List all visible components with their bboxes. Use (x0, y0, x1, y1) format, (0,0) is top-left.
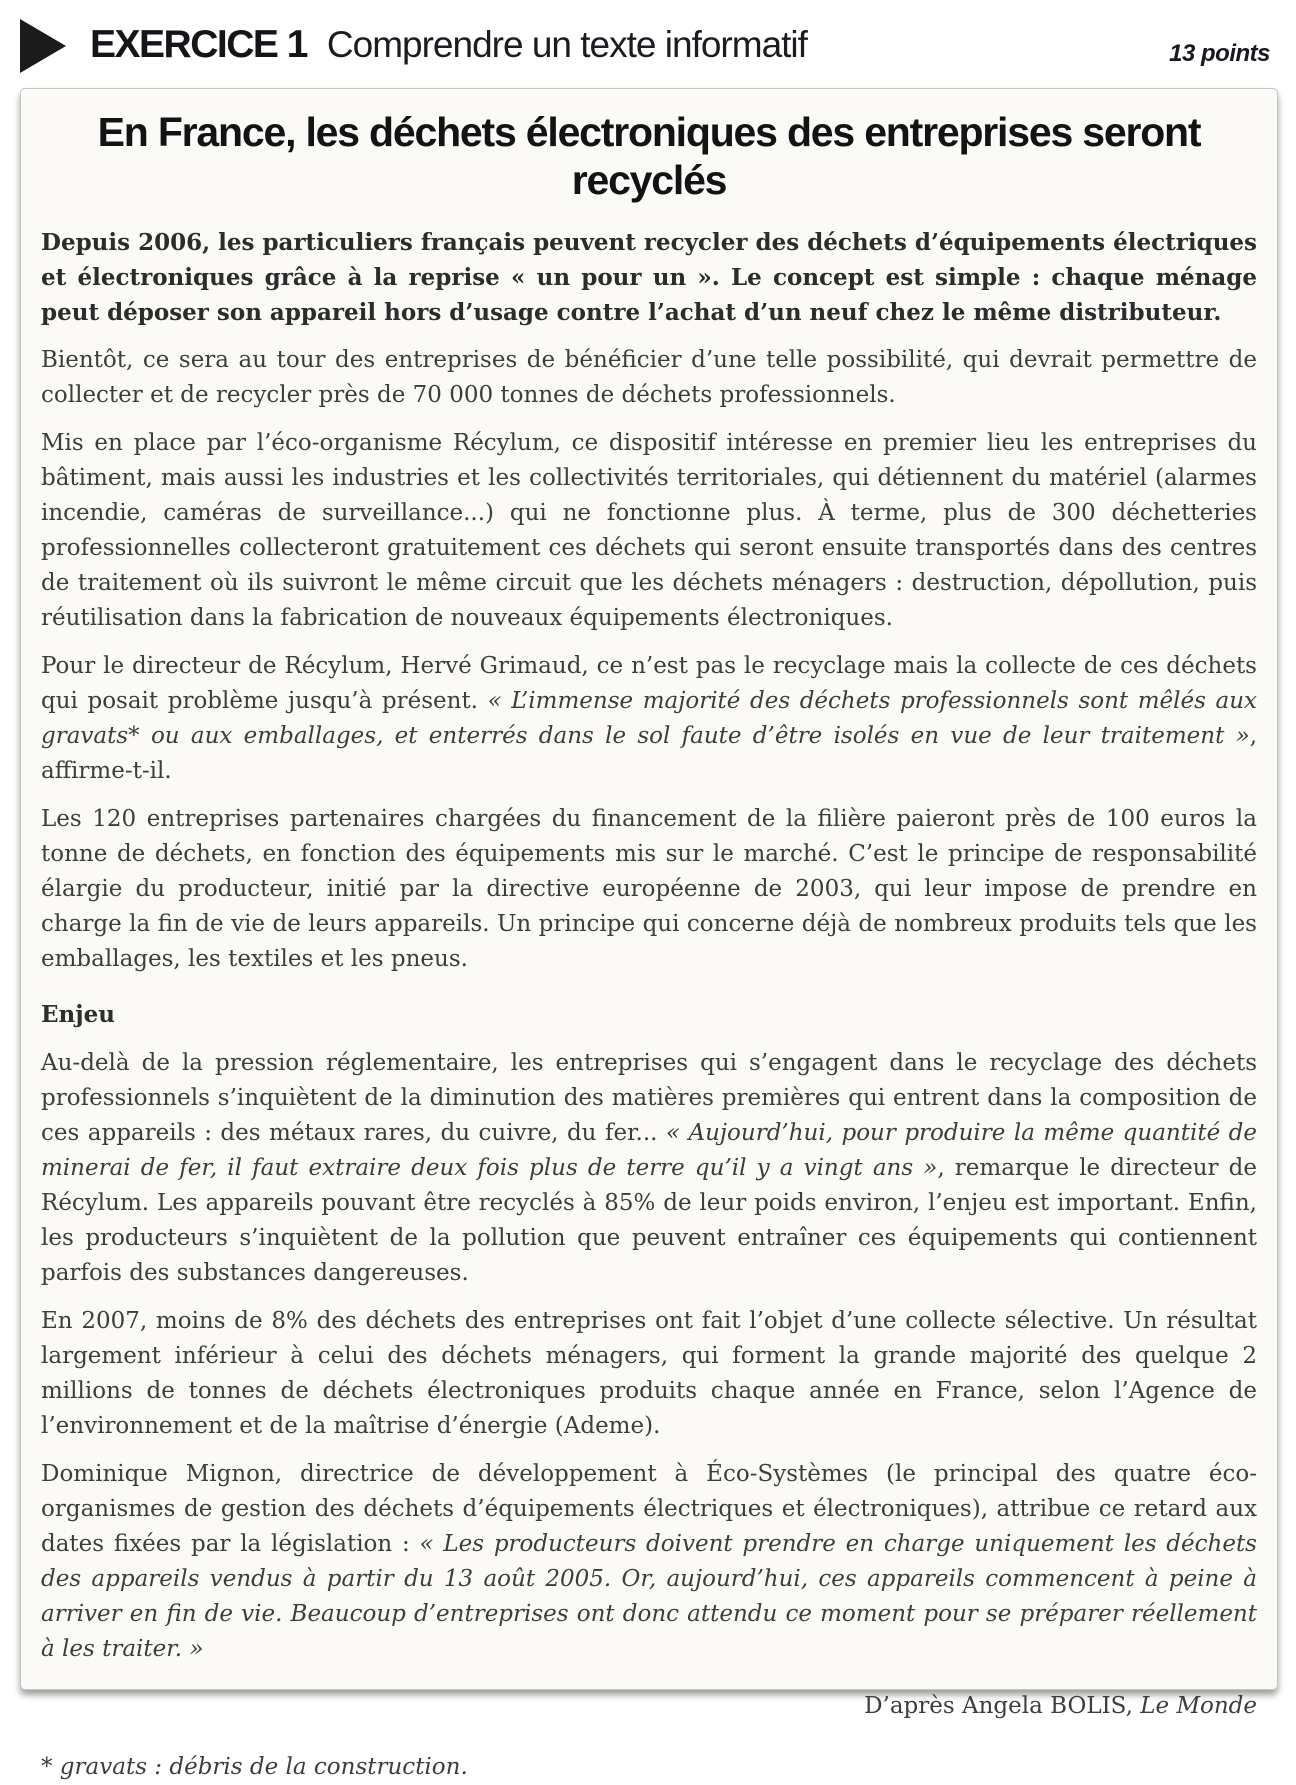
article-paragraph (41, 1304, 1257, 1444)
text-segment: « Les producteurs doivent prendre en charge uniquement les déchets des appareils vendus à partir du 13 août 2005. Or, aujourd’hui, ces appareils commencent à peine à arriver en fin de vie. Beaucoup d’entreprises ont donc attendu ce moment pour se préparer réellement à les traiter. » (41, 1530, 1257, 1662)
text-segment: Les 120 entreprises partenaires chargées du financement de la filière paieront près de 100 euros la tonne de déchets, en fonction des équipements mis sur le marché. C’est le principe de responsabilité élargie du producteur, initié par la directive européenne de 2003, qui leur impose de prendre en charge la fin de vie de leurs appareils. Un principe qui concerne déjà de nombreux produits tels que les emballages, les textiles et les pneus. (41, 805, 1257, 972)
exercise-subtitle: Comprendre un texte informatif (326, 24, 807, 65)
article-paragraph (41, 802, 1257, 977)
text-segment: Le Monde (1140, 1692, 1257, 1719)
text-segment: D’après Angela BOLIS, (864, 1692, 1141, 1719)
text-segment: « Aujourd’hui, pour produire la même quantité de minerai de fer, il faut extraire deux fois plus de terre qu’il y a vingt ans » (41, 1119, 1257, 1181)
article-body (41, 225, 1257, 1785)
text-segment: Mis en place par l’éco-organisme Récylum, ce dispositif intéresse en premier lieu les entreprises du bâtiment, mais aussi les industries et les collectivités territoriales, qui détiennent du matériel (alarmes incendie, caméras de surveillance...) qui ne fonctionne plus. À terme, plus de 300 déchetteries professionnelles collecteront gratuitement ces déchets qui seront ensuite transportés dans des centres de traitement où ils suivront le même circuit que les déchets ménagers : destruction, dépollution, puis réutilisation dans la fabrication de nouveaux équipements électroniques. (41, 429, 1257, 631)
article-footnote (41, 1750, 1257, 1785)
points-label: 13 points (1169, 40, 1270, 67)
article-paragraph (41, 649, 1257, 789)
text-segment: Dominique Mignon, directrice de développement à Éco-Systèmes (le principal des quatre éco-organismes de gestion des déchets d’équipements électriques et électroniques), attribue ce retard aux dates fixées par la législation : (41, 1460, 1257, 1557)
text-segment: * gravats : débris de la construction. (41, 1753, 468, 1780)
article-lead-paragraph (41, 225, 1257, 330)
article-box (20, 88, 1278, 1780)
article-attribution (41, 1689, 1257, 1724)
exercise-label: EXERCICE 1 (90, 23, 307, 66)
text-segment: Enjeu (41, 1000, 115, 1028)
text-segment: Depuis 2006, les particuliers français peuvent recycler des déchets d’équipements électriques et électroniques grâce à la reprise « un pour un ». Le concept est simple : chaque ménage peut déposer son appareil hors d’usage contre l’achat d’un neuf chez le même distributeur. (41, 228, 1257, 326)
article-paragraph (41, 343, 1257, 413)
exercise-header (0, 0, 1296, 78)
article-title: En France, les déchets électroniques des entreprises seront recyclés (97, 109, 1201, 203)
article-paragraph (41, 1046, 1257, 1291)
text-segment: , remarque le directeur de Récylum. Les appareils pouvant être recyclés à 85% de leur poids environ, l’enjeu est important. Enfin, les producteurs s’inquiètent de la pollution que peuvent entraîner ces équipements qui contiennent parfois des substances dangereuses. (41, 1154, 1257, 1286)
article-paragraph (41, 426, 1257, 636)
text-segment: Au-delà de la pression réglementaire, les entreprises qui s’engagent dans le recyclage des déchets professionnels s’inquiètent de la diminution des matières premières qui entrent dans la composition de ces appareils : des métaux rares, du cuivre, du fer... (41, 1049, 1257, 1146)
text-segment: « L’immense majorité des déchets professionnels sont mêlés aux gravats* ou aux emballages, et enterrés dans le sol faute d’être isolés en vue de leur traitement » (41, 687, 1257, 749)
text-segment: , affirme-t-il. (41, 722, 1257, 784)
article-paragraph (41, 1457, 1257, 1667)
text-segment: Bientôt, ce sera au tour des entreprises de bénéficier d’une telle possibilité, qui devrait permettre de collecter et de recycler près de 70 000 tonnes de déchets professionnels. (41, 346, 1257, 408)
text-segment: En 2007, moins de 8% des déchets des entreprises ont fait l’objet d’une collecte sélective. Un résultat largement inférieur à celui des déchets ménagers, qui forment la grande majorité des quelque 2 millions de tonnes de déchets électroniques produits chaque année en France, selon l’Agence de l’environnement et de la maîtrise d’énergie (Ademe). (41, 1307, 1257, 1439)
article-subheading (41, 997, 1257, 1032)
text-segment: Pour le directeur de Récylum, Hervé Grimaud, ce n’est pas le recyclage mais la collecte de ces déchets qui posait problème jusqu’à présent. (41, 652, 1257, 714)
play-triangle-icon (20, 19, 66, 73)
